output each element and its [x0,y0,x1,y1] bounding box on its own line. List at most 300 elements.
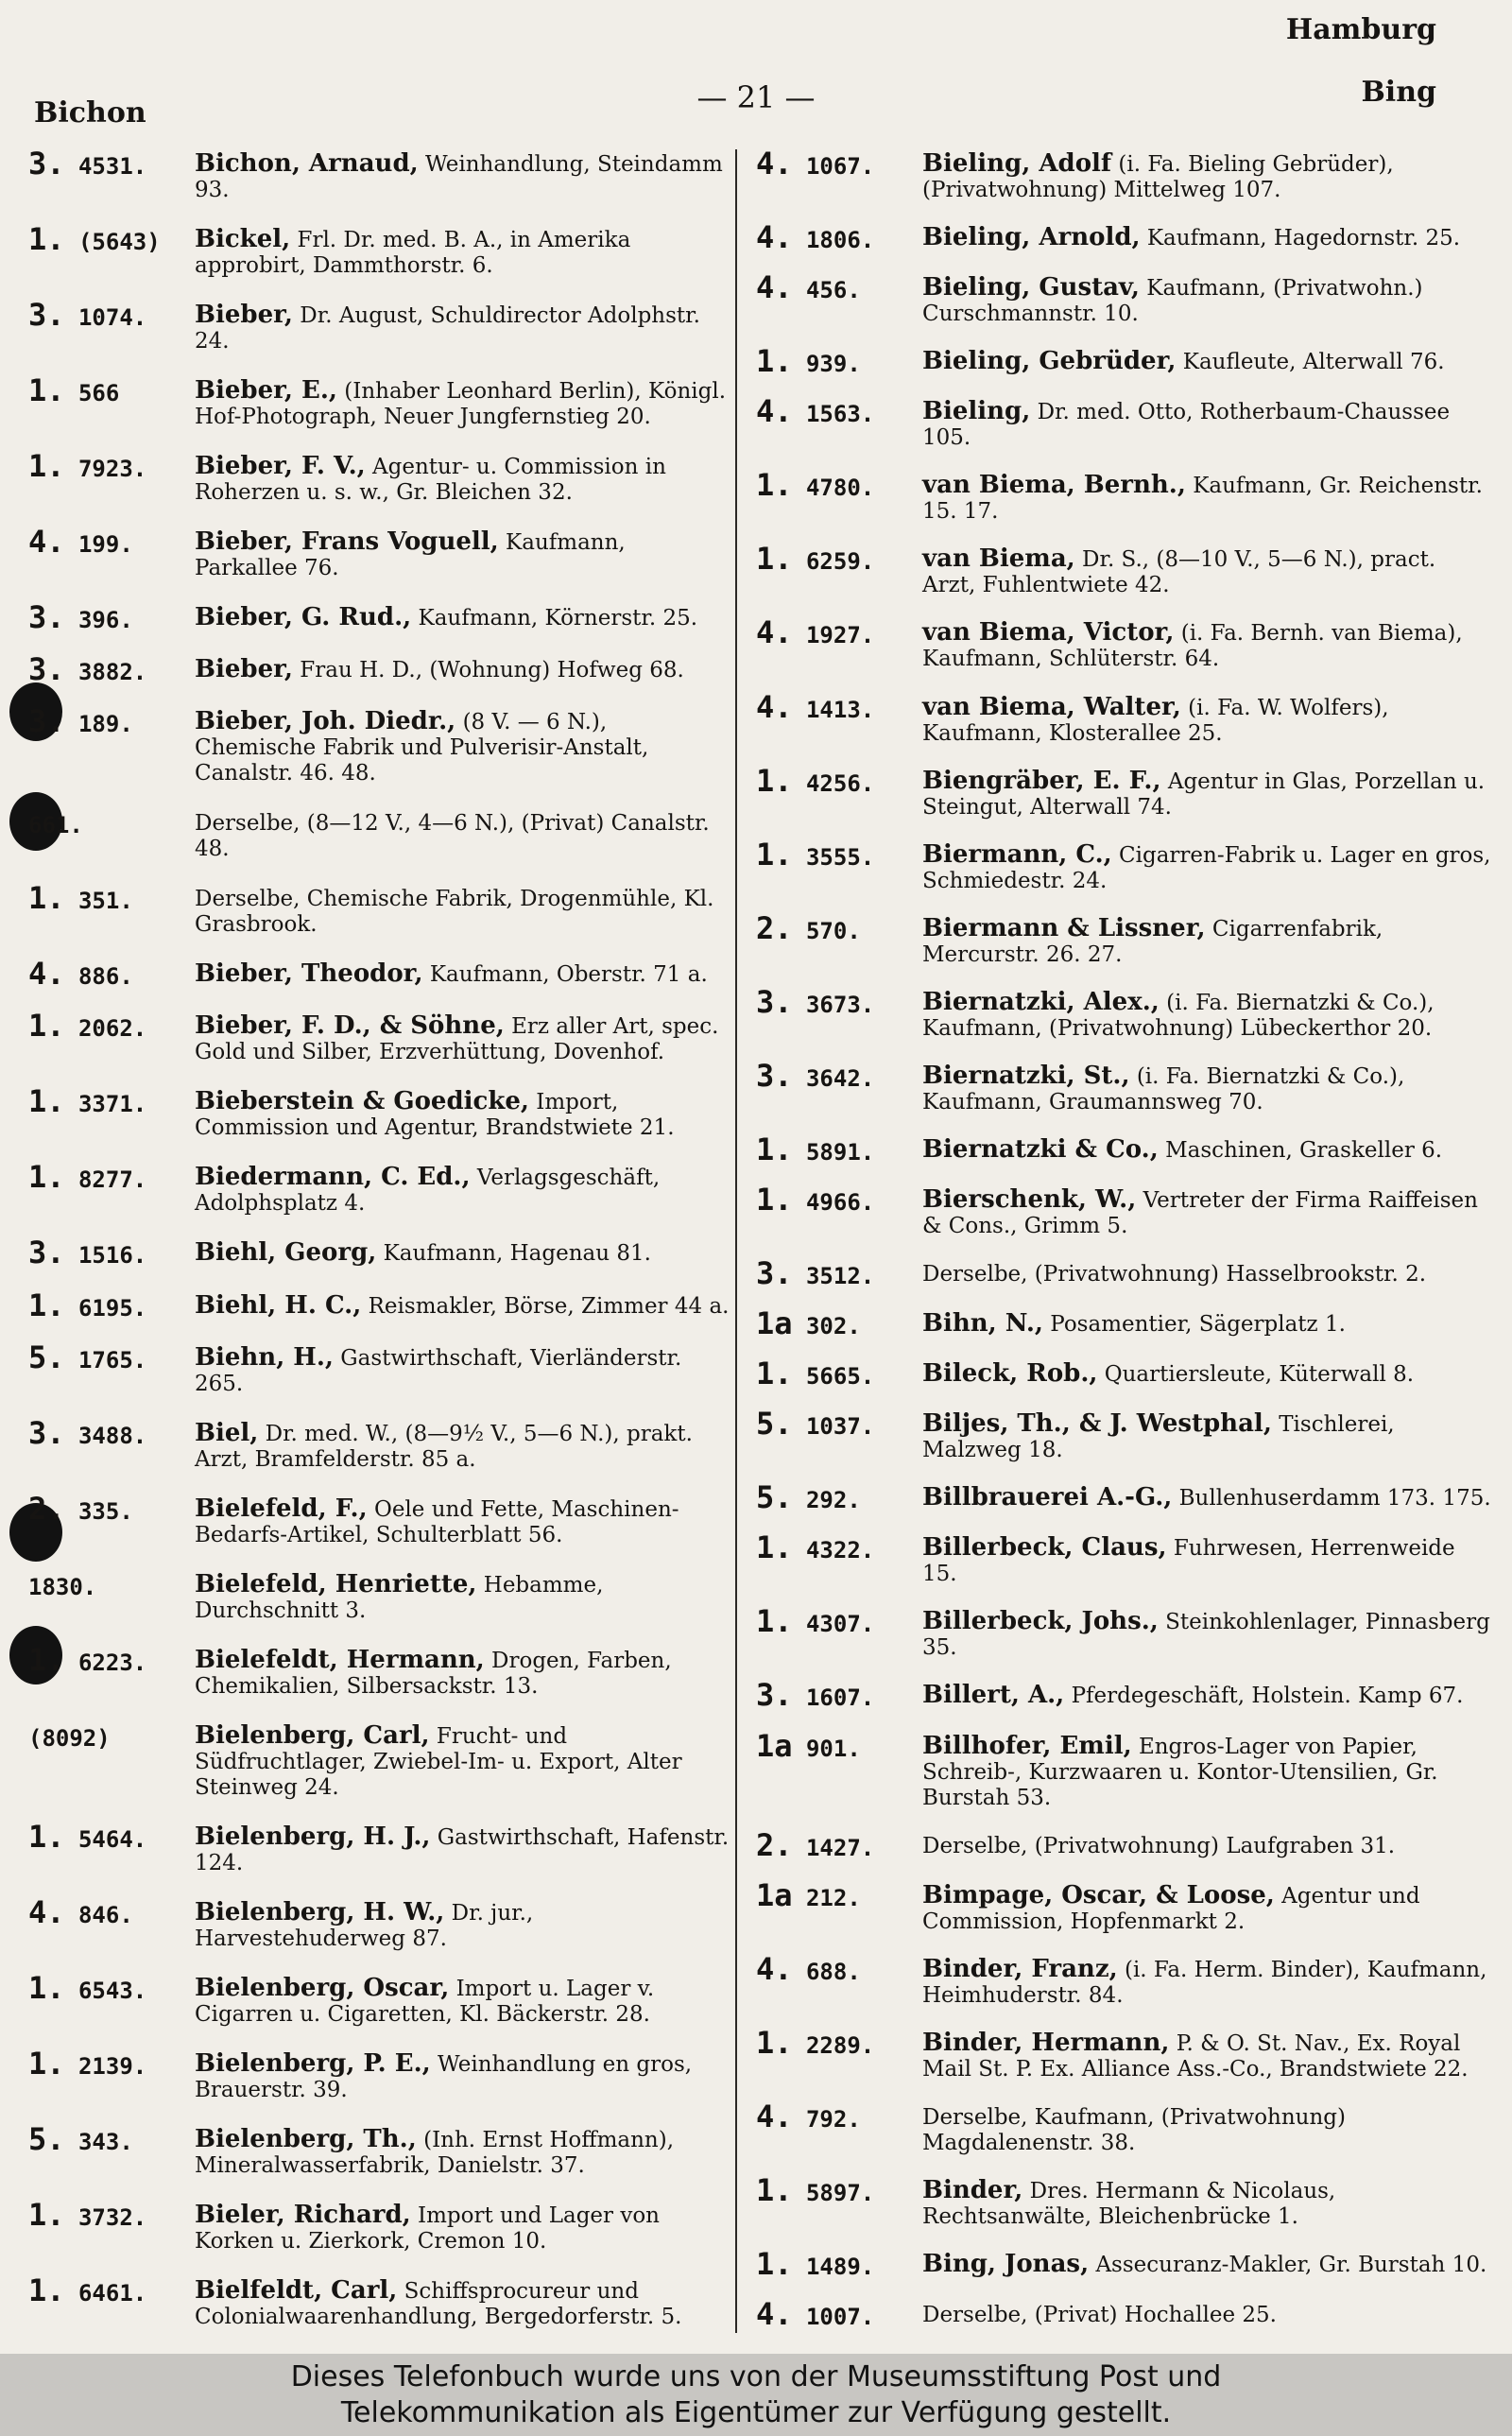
directory-entry [28,2045,732,2103]
exchange-class: 2. [756,1826,793,1863]
number-value: 3371. [77,1091,147,1118]
number-value: 4322. [805,1537,875,1564]
exchange-class: 3. [756,1255,793,1291]
entry-text [195,961,732,988]
number-value: 6543. [77,1977,147,2004]
subscriber-details: Schiffsprocureur und Colonialwaarenhandlung, Bergedorferstr. 5. [195,2278,682,2329]
number-value: 661. [28,812,83,839]
footer-line-1: Dieses Telefonbuch wurde uns von der Museumsstiftung Post und [290,2360,1222,2393]
entry-text [195,1013,732,1065]
subscriber-name: Bieling, Arnold, [922,223,1141,252]
subscriber-details: Assecuranz-Makler, Gr. Burstah 10. [1095,2252,1487,2277]
entry-text [922,913,1493,968]
subscriber-details: Dr. med. Otto, Rotherbaum-Chaussee 105. [922,400,1451,451]
phone-number [756,2024,922,2061]
number-value: (8092) [28,1724,111,1752]
number-value: 3642. [805,1064,875,1092]
directory-entry [28,1818,732,1876]
directory-entry [756,1826,1493,1863]
number-value: 1413. [805,696,875,723]
subscriber-name: Biengräber, E. F., [922,766,1161,795]
number-value: 6461. [77,2279,147,2306]
subscriber-details: (i. Fa. Bernh. van Biema), Kaufmann, Schlüterstr. 64. [922,621,1463,672]
phone-number [28,1723,195,1752]
entry-text [922,1411,1493,1463]
phone-number [28,703,195,740]
exchange-class: 3. [28,1414,65,1451]
subscriber-details: Steinkohlenlager, Pinnasberg 35. [922,1610,1490,1661]
subscriber-details: Kaufmann, Parkallee 76. [195,530,626,581]
phone-number [756,343,922,380]
number-value: 846. [77,1901,133,1928]
entry-text [195,1569,732,1624]
subscriber-details: Import u. Lager v. Cigarren u. Cigaretten, Kl. Bäckerstr. 28. [195,1976,655,2027]
exchange-class: 1. [28,372,65,409]
subscriber-details: (Inhaber Leonhard Berlin), Königl. Hof-Photograph, Neuer Jungfernstieg 20. [195,379,727,430]
subscriber-name: Billbrauerei A.-G., [922,1483,1173,1512]
subscriber-details: Weinhandlung, Steindamm 93. [195,152,723,202]
subscriber-details: Hebamme, Durchschnitt 3. [195,1572,604,1623]
number-value: (5643) [77,229,161,256]
subscriber-name: Binder, Hermann, [922,2028,1170,2057]
phone-number [756,836,922,872]
phone-number [28,2196,195,2233]
entry-text [195,1496,732,1548]
directory-entry [756,1305,1493,1342]
subscriber-name: Bierschenk, W., [922,1184,1137,1214]
entry-text [195,2275,732,2330]
directory-entry [756,2024,1493,2082]
entry-text [195,1897,732,1952]
phone-number [756,688,922,725]
phone-number [756,1603,922,1640]
exchange-class: 4. [756,1950,793,1987]
phone-number [28,1490,195,1527]
number-value: 4966. [805,1188,875,1216]
subscriber-details: Gastwirthschaft, Hafenstr. 124. [195,1824,730,1875]
number-value: 3512. [805,1263,875,1289]
subscriber-name: Binder, Franz, [922,1954,1118,1983]
directory-entry [756,2098,1493,2156]
phone-number [756,1305,922,1342]
phone-number [756,614,922,651]
entry-text [922,275,1493,327]
subscriber-details: Drogen, Farben, Chemikalien, Silbersackstr. 13. [195,1648,672,1699]
phone-number [756,1131,922,1167]
subscriber-name: Bielefeldt, Hermann, [195,1645,485,1674]
entry-text [195,1973,732,2028]
subscriber-details: Vertreter der Firma Raiffeisen & Cons., Grimm 5. [922,1187,1478,1238]
number-value: 189. [77,711,133,738]
subscriber-details: Dr. S., (8—10 V., 5—6 N.), pract. Arzt, Fuhlentwiete 42. [922,547,1436,598]
directory-entry [756,1876,1493,1935]
subscriber-name: van Biema, Walter, [922,692,1181,721]
number-value: 792. [805,2105,861,2133]
subscriber-name: Biedermann, C. Ed., [195,1163,471,1192]
entry-text [922,620,1493,672]
left-column [28,146,732,2330]
phone-number [28,1818,195,1855]
phone-number [756,1479,922,1516]
subscriber-name: Bieling, Gustav, [922,273,1140,302]
entry-text [195,1720,732,1801]
exchange-class: 1a [756,1876,793,1913]
phone-number [756,1950,922,1987]
subscriber-name: Bieber, [195,655,293,684]
number-value: 570. [805,917,861,944]
directory-entry [28,2272,732,2330]
phone-number [28,1893,195,1930]
number-value: 1830. [28,1573,97,1600]
subscriber-name: Bieling, Adolf [922,149,1112,178]
exchange-class: 4. [756,393,793,430]
exchange-class: 2. [28,1490,65,1527]
number-value: 212. [805,1884,861,1911]
entry-text [922,1063,1493,1115]
number-value: 886. [77,963,133,991]
exchange-class: 3. [28,651,65,688]
entry-text [922,349,1493,375]
entry-text [195,302,732,354]
phone-number [28,1969,195,2006]
phone-number [28,1083,195,1120]
number-value: 6259. [805,548,875,576]
exchange-class: 3. [28,1235,65,1271]
entry-text [195,1645,732,1700]
subscriber-details: Tischlerei, Malzweg 18. [922,1412,1395,1463]
directory-entry [756,1603,1493,1661]
entry-text [922,766,1493,821]
number-value: 8277. [77,1166,147,1194]
subscriber-details: Weinhandlung en gros, Brauerstr. 39. [195,2051,693,2102]
directory-entry [756,146,1493,203]
directory-entry [756,2296,1493,2332]
number-value: 1427. [805,1834,875,1861]
exchange-class: 1a [756,1305,793,1342]
phone-number [28,448,195,485]
phone-number [28,651,195,688]
phone-number [28,1008,195,1045]
subscriber-details: Cigarren-Fabrik u. Lager en gros, Schmiedestr. 24. [922,842,1491,893]
phone-number [756,1356,922,1392]
entry-text [195,1824,732,1876]
directory-entry [28,599,732,636]
number-value: 4780. [805,475,875,502]
directory-entry [28,703,732,786]
entry-text [195,886,732,938]
entry-text [195,2048,732,2103]
subscriber-details: (i. Fa. Bieling Gebrüder), (Privatwohnung) Mittelweg 107. [922,152,1394,202]
exchange-class: 4. [756,219,793,256]
phone-number [28,1159,195,1196]
phone-number [28,599,195,636]
subscriber-details: Derselbe, (Privatwohnung) Hasselbrookstr. 2. [922,1262,1427,1287]
page-number: — 21 — [696,79,816,115]
exchange-class: 4. [28,956,65,993]
exchange-class: 3. [756,1677,793,1714]
entry-text [922,2249,1493,2278]
subscriber-details: Derselbe, (Privatwohnung) Laufgraben 31. [922,1833,1396,1858]
subscriber-name: Bieber, F. V., [195,452,366,481]
number-value: 5897. [805,2179,875,2206]
exchange-class: 1a [756,1727,793,1764]
number-value: 456. [805,277,861,304]
subscriber-details: Gastwirthschaft, Vierländerstr. 265. [195,1345,682,1396]
entry-text [922,151,1493,203]
right-column [756,146,1493,2332]
directory-entry [756,1727,1493,1811]
directory-entry [28,1008,732,1065]
subscriber-details: Erz aller Art, spec. Gold und Silber, Erzverhüttung, Dovenhof. [195,1014,719,1065]
subscriber-name: Biernatzki & Co., [922,1134,1159,1164]
exchange-class: 5. [28,2120,65,2157]
directory-entry [28,1414,732,1473]
subscriber-details: Kaufmann, Hagedornstr. 25. [1146,226,1461,251]
phone-number [756,1181,922,1218]
number-value: 688. [805,1958,861,1985]
entry-text [195,378,732,430]
directory-entry [756,983,1493,1042]
number-value: 7923. [77,456,147,483]
exchange-class: 1. [28,2045,65,2082]
subscriber-details: Import und Lager von Korken u. Zierkork, Cremon 10. [195,2203,660,2254]
directory-entry [28,1339,732,1397]
entry-text [195,151,732,203]
entry-text [195,227,732,279]
entry-text [922,225,1493,251]
directory-entry [756,1406,1493,1463]
subscriber-details: Kaufmann, Oberstr. 71 a. [429,962,708,988]
directory-entry [28,1569,732,1624]
entry-text [922,1361,1493,1388]
directory-entry [756,1255,1493,1291]
exchange-class: 1. [28,880,65,917]
directory-entry [28,651,732,688]
exchange-class: 1. [756,467,793,504]
subscriber-name: Bieberstein & Goedicke, [195,1087,529,1116]
exchange-class: 1. [756,1356,793,1392]
subscriber-name: Bieber, Frans Voguell, [195,527,499,557]
subscriber-details: Dr. med. W., (8—9½ V., 5—6 N.), prakt. Arzt, Bramfelderstr. 85 a. [195,1421,693,1472]
exchange-class: 1. [28,1641,65,1678]
phone-number [756,146,922,181]
entry-text [922,839,1493,894]
number-value: 302. [805,1313,861,1340]
exchange-class: 4. [756,614,793,651]
subscriber-name: Biermann & Lissner, [922,913,1206,942]
entry-text [922,1609,1493,1661]
entry-text [195,1290,732,1320]
entry-text [922,2104,1493,2156]
entry-text [922,1880,1493,1935]
footer-line-2: Telekommunikation als Eigentümer zur Verfügung gestellt. [340,2396,1172,2429]
directory-entry [28,1720,732,1801]
subscriber-details: Maschinen, Graskeller 6. [1165,1137,1443,1163]
phone-number [756,2245,922,2282]
number-value: 6223. [77,1649,147,1676]
subscriber-name: Bieber, F. D., & Söhne, [195,1011,505,1041]
phone-number [28,524,195,561]
entry-text [195,1089,732,1141]
directory-entry [756,1356,1493,1392]
number-value: 1563. [805,401,875,428]
directory-entry [756,1950,1493,2009]
directory-entry [28,297,732,354]
left-running-head: Bichon [34,96,146,130]
entry-text [922,399,1493,451]
directory-entry [28,372,732,430]
number-value: 2139. [77,2052,147,2080]
subscriber-details: Oele und Fette, Maschinen-Bedarfs-Artikel, Schulterblatt 56. [195,1496,679,1547]
phone-number [756,1826,922,1863]
subscriber-details: Quartiersleute, Küterwall 8. [1104,1362,1415,1388]
subscriber-name: Bieler, Richard, [195,2200,411,2229]
subscriber-name: Bielefeld, F., [195,1494,368,1523]
directory-entry [28,1159,732,1217]
subscriber-details: P. & O. St. Nav., Ex. Royal Mail St. P. Ex. Alliance Ass.-Co., Brandstwiete 22. [922,2030,1469,2082]
entry-text [922,987,1493,1042]
directory-entry [28,1287,732,1323]
exchange-class: 4. [28,1893,65,1930]
exchange-class: 3. [28,703,65,740]
exchange-class: 5. [28,1339,65,1375]
exchange-class: 4. [756,2098,793,2134]
phone-number [28,146,195,181]
phone-number [756,2296,922,2332]
subscriber-details: Kaufmann, (Privatwohn.) Curschmannstr. 10. [922,276,1423,327]
subscriber-details: Dres. Hermann & Nicolaus, Rechtsanwälte, Bleichenbrücke 1. [922,2178,1336,2229]
number-value: 901. [805,1735,861,1762]
subscriber-name: Bieber, E., [195,376,337,406]
subscriber-details: Kaufleute, Alterwall 76. [1182,350,1445,375]
number-value: 3732. [77,2203,147,2231]
entry-text [195,1165,732,1217]
directory-entry [28,956,732,993]
subscriber-name: Bickel, [195,225,291,254]
directory-entry [28,146,732,203]
subscriber-name: Bing, Jonas, [922,2249,1090,2278]
city-header: Hamburg [1285,13,1436,46]
phone-number [756,2171,922,2208]
phone-number [756,2098,922,2134]
subscriber-name: Bielfeldt, Carl, [195,2275,398,2305]
exchange-class: 1. [756,2024,793,2061]
directory-entry [28,524,732,581]
phone-number [756,541,922,578]
phone-number [28,1235,195,1271]
subscriber-details: Kaufmann, Körnerstr. 25. [418,606,698,631]
number-value: 1806. [805,227,875,254]
entry-text [195,1240,732,1267]
subscriber-name: Bieber, G. Rud., [195,603,412,632]
entry-text [922,1535,1493,1587]
subscriber-details: Kaufmann, Gr. Reichenstr. 15. 17. [922,474,1483,525]
subscriber-name: Biljes, Th., & J. Westphal, [922,1409,1272,1439]
subscriber-name: Bimpage, Oscar, & Loose, [922,1880,1275,1909]
exchange-class: 4. [28,524,65,561]
subscriber-name: Bieber, Joh. Diedr., [195,707,456,736]
entry-text [195,529,732,581]
exchange-class: 1. [756,343,793,380]
entry-text [195,1418,732,1473]
directory-entry [28,880,732,938]
exchange-class: 1. [28,1969,65,2006]
exchange-class: 5. [756,1479,793,1516]
phone-number [756,1406,922,1443]
subscriber-name: Biel, [195,1418,259,1447]
exchange-class: 1. [28,1083,65,1120]
entry-text [922,546,1493,598]
subscriber-name: Bielenberg, Carl, [195,1720,430,1750]
phone-number [28,1572,195,1600]
phone-number [28,297,195,334]
directory-entry [28,1893,732,1952]
subscriber-details: Dr. August, Schuldirector Adolphstr. 24. [195,303,700,354]
subscriber-details: Kaufmann, Hagenau 81. [383,1241,651,1267]
number-value: 343. [77,2128,133,2155]
subscriber-name: Biehl, Georg, [195,1238,377,1268]
entry-text [195,2124,732,2179]
exchange-class: 1. [756,836,793,872]
number-value: 2062. [77,1015,147,1043]
entry-text [922,473,1493,525]
subscriber-name: Binder, [922,2175,1023,2204]
entry-text [195,605,732,631]
phone-number [28,2045,195,2082]
subscriber-details: Frl. Dr. med. B. A., in Amerika approbirt, Dammthorstr. 6. [195,228,631,279]
number-value: 396. [77,607,133,634]
subscriber-details: Dr. jur., Harvestehuderweg 87. [195,1900,534,1951]
directory-entry [28,1641,732,1700]
subscriber-details: Import, Commission und Agentur, Brandstwiete 21. [195,1090,675,1141]
phone-number [756,1057,922,1094]
entry-text [922,1261,1493,1287]
phone-number [756,983,922,1020]
number-value: 1067. [805,153,875,180]
entry-text [195,2200,732,2255]
subscriber-details: (i. Fa. Biernatzki & Co.), Kaufmann, Graumannsweg 70. [922,1063,1405,1114]
subscriber-name: Bieling, [922,397,1031,426]
number-value: 1607. [805,1684,875,1712]
entry-text [922,2302,1493,2328]
entry-text [195,709,732,786]
directory-entry [756,343,1493,380]
number-value: 4256. [805,769,875,797]
directory-entry [28,2196,732,2255]
directory-entry [756,688,1493,747]
phone-number [28,810,195,838]
phone-number [28,221,195,258]
phone-number [756,1876,922,1913]
exchange-class: 1. [756,541,793,578]
number-value: 3488. [77,1422,147,1449]
exchange-class: 3. [28,599,65,636]
directory-entry [28,1490,732,1548]
entry-text [922,1954,1493,2009]
phone-number [28,1339,195,1375]
subscriber-details: Reismakler, Börse, Zimmer 44 a. [368,1293,730,1319]
exchange-class: 4. [756,688,793,725]
number-value: 4307. [805,1611,875,1638]
exchange-class: 3. [28,146,65,181]
phone-number [28,372,195,409]
subscriber-name: Biehn, H., [195,1342,334,1372]
number-value: 199. [77,531,133,559]
number-value: 1007. [805,2304,875,2330]
exchange-class: 3. [756,983,793,1020]
number-value: 5665. [805,1363,875,1391]
exchange-class: 4. [756,269,793,306]
